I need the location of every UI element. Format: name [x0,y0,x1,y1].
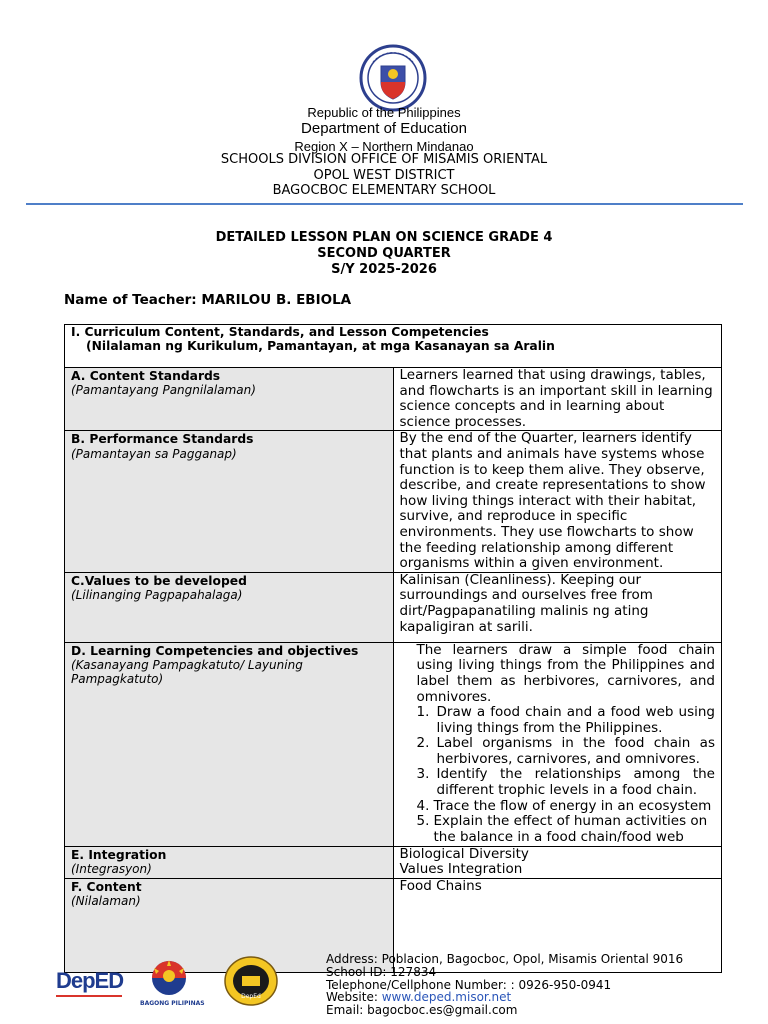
competencies-label: D. Learning Competencies and objectives [71,643,359,658]
integration-cell [393,846,722,878]
values-sub: (Lilinanging Pagpapahalaga) [71,588,243,603]
school-year-title: S/Y 2025-2026 [331,262,437,277]
integration-label-cell [65,846,394,878]
school-line: BAGOCBOC ELEMENTARY SCHOOL [272,183,496,198]
header-divider [26,203,743,205]
integration-sub: (Integrasyon) [71,862,152,877]
objective-item: 2. Label organisms in the food chain as herbivores, carnivores, and omnivores. [416,735,715,767]
department-line: Department of Education [301,120,467,137]
footer-contact [326,953,683,1017]
teacher-name: Name of Teacher: MARILOU B. EBIOLA [64,292,352,308]
section-heading: I. Curriculum Content, Standards, and Lesson Competencies [71,325,489,339]
competencies-intro: The learners draw a simple food chain using living things from the Philippines and label them as herbivores, carnivores, and omnivores. [416,641,715,705]
competencies-label-cell [65,642,394,846]
school-seal-text: DepEd [241,993,261,1000]
footer-school-id: School ID: 127834 [326,964,437,979]
deped-seal-icon [359,44,427,112]
values-label-cell [65,572,394,642]
footer-phone: Telephone/Cellphone Number: : 0926-950-0941 [326,977,612,992]
values-text: Kalinisan (Cleanliness). Keeping our surroundings and ourselves free from dirt/Pagpapanatiling malinis ng ating kapaligiran at sarili. [393,572,722,642]
integration-label: E. Integration [71,847,167,862]
integration-line-1: Biological Diversity [399,845,529,862]
footer-email: Email: bagocboc.es@gmail.com [326,1003,518,1018]
competencies-cell [393,642,722,846]
bagong-pilipinas-logo [140,956,205,1007]
objectives-list [417,705,716,845]
bagong-pilipinas-text: BAGONG PILIPINAS [140,1000,205,1007]
footer-address: Address: Poblacion, Bagocboc, Opol, Misamis Oriental 9016 [326,952,684,966]
footer-website-link[interactable]: www.deped.misor.net [381,990,512,1005]
content-text: Food Chains [393,878,722,972]
deped-logo-underline [56,995,122,997]
objective-item: 5. Explain the effect of human activities on the balance in a food chain/food web [416,813,708,845]
objective-item: 1. Draw a food chain and a food web using living things from the Philippines. [416,704,715,736]
republic-line: Republic of the Philippines [307,105,461,120]
values-label: C.Values to be developed [71,573,247,588]
content-standards-label: A. Content Standards [71,369,221,383]
content-label: F. Content [71,879,142,894]
objective-item: 3. Identify the relationships among the different trophic levels in a food chain. [416,766,715,799]
objective-item: 4. Trace the flow of energy in an ecosystem [416,797,712,814]
district-line: OPOL WEST DISTRICT [313,168,455,183]
performance-standards-sub: (Pamantayan sa Pagganap) [71,446,237,461]
bagong-pilipinas-icon [140,956,198,996]
section-heading-cell [65,325,722,368]
performance-standards-text: By the end of the Quarter, learners identify that plants and animals have systems whose function is to keep them alive. They observe, describe, and create representations to show how living things interact with their habitat, survive, and reproduce in specific environments. They use flowcharts to show the feeding relationship among different organisms within a given environment. [393,431,722,572]
content-standards-sub: (Pamantayang Pangnilalaman) [71,383,256,398]
quarter-title: SECOND QUARTER [317,246,451,261]
deped-logo [56,968,123,997]
section-subheading: (Nilalaman ng Kurikulum, Pamantayan, at mga Kasanayan sa Aralin [86,339,555,353]
deped-logo-text: DepED [56,968,124,993]
content-standards-text: Learners learned that using drawings, tables, and flowcharts is an important skill in learning science concepts and in learning about science processes. [393,368,722,431]
plan-title: DETAILED LESSON PLAN ON SCIENCE GRADE 4 [215,230,553,245]
competencies-sub: (Kasanayang Pampagkatuto/ Layuning Pampagkatuto) [71,658,303,687]
division-line: SCHOOLS DIVISION OFFICE OF MISAMIS ORIENTAL [220,152,548,167]
school-seal-icon [223,956,279,1006]
region-line: Region X – Northern Mindanao [294,139,474,154]
content-sub: (Nilalaman) [71,894,141,909]
footer-website-label: Website: [326,990,382,1005]
content-standards-label-cell [65,368,394,431]
lesson-plan-table [64,324,722,973]
performance-standards-label-cell [65,431,394,572]
integration-line-2: Values Integration [399,861,523,878]
performance-standards-label: B. Performance Standards [71,432,254,447]
